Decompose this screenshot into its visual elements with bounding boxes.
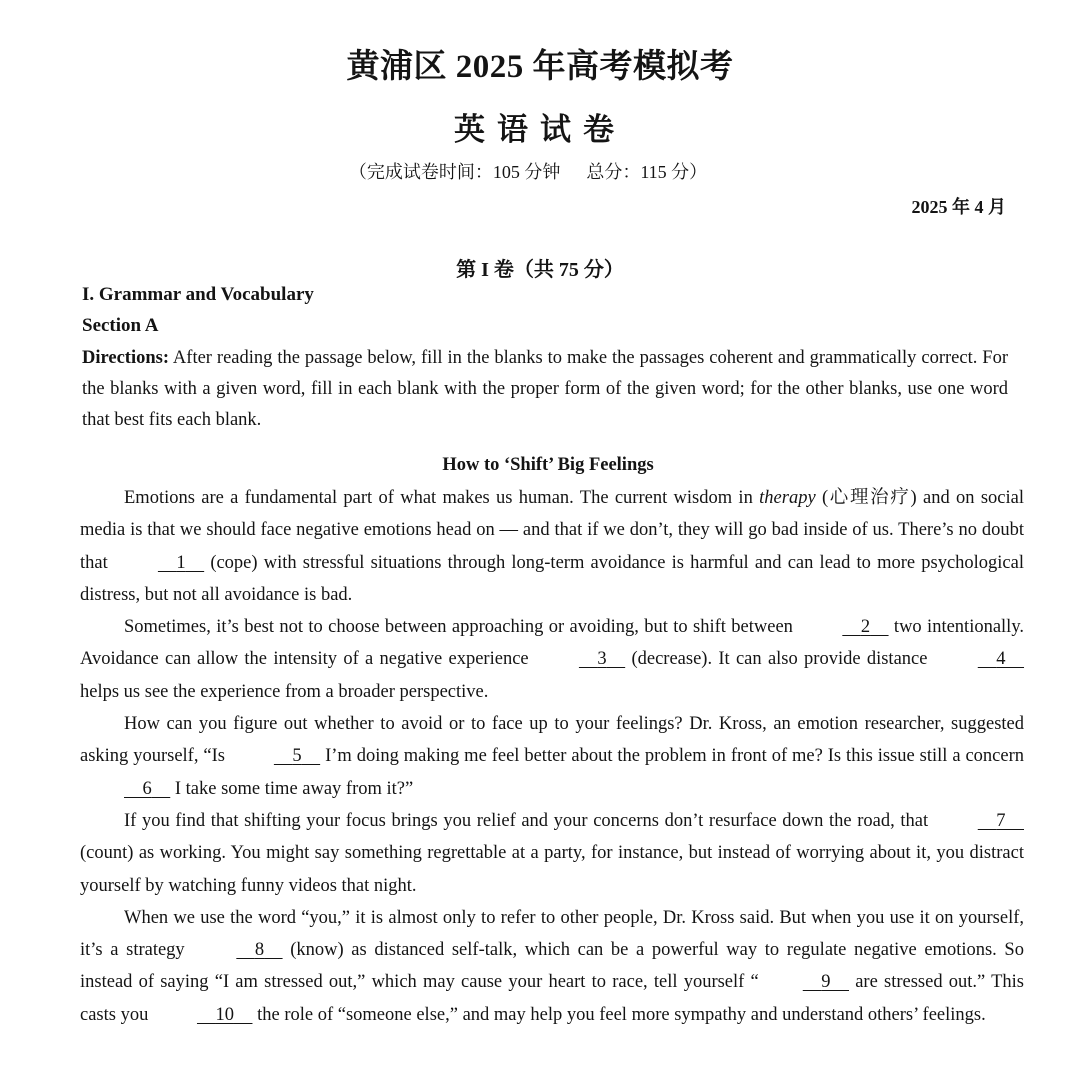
text-run: I’m doing making me feel better about the problem in front of me? Is this issue still a concern [320, 746, 1024, 767]
blank-3[interactable]: 3 [597, 649, 607, 670]
text-run: How can you figure out whether to avoid or to face up to your feelings? Dr. Kross, an emotion researcher, suggested asking yourself, “Is [80, 714, 1024, 767]
blank-4[interactable]: 4 [996, 649, 1006, 670]
directions-text: After reading the passage below, fill in the blanks to make the passages coherent and grammatically correct. For the blanks with a given word, fill in each blank with the proper form of the given word; for the other blanks, use one word that best fits each blank. [82, 348, 1008, 430]
exam-info [0, 158, 1068, 184]
directions-label: Directions: [82, 348, 169, 368]
blank-9[interactable]: 9 [821, 972, 831, 993]
text-run: (count) as working. You might say something regrettable at a party, for instance, but instead of worrying about it, you distract yourself by watching funny videos that night. [80, 843, 1024, 896]
paragraph-5 [80, 902, 1024, 1031]
text-run: (心理治疗) and on social media is that we should face negative emotions head on — and that if we don’t, they will go bad inside of us. There’s no doubt that [80, 488, 1025, 573]
exam-date: 2025 年 4 月 [911, 197, 1006, 217]
paragraph-1 [80, 482, 1024, 611]
text-run: I take some time away from it?” [170, 778, 414, 799]
text-run: When we use the word “you,” it is almost only to refer to other people, Dr. Kross said. But when you use it on yourself, it’s a strategy [80, 907, 1024, 961]
blank-5[interactable]: 5 [292, 746, 302, 767]
blank-7[interactable]: 7 [996, 810, 1006, 831]
text-run: helps us see the experience from a broader perspective. [80, 681, 489, 702]
text-run: If you find that shifting your focus brings you relief and your concerns don’t resurface down the road, that [124, 810, 934, 831]
subject-title: 英语试卷 [454, 112, 626, 147]
directions [82, 343, 1008, 436]
paragraph-3 [80, 708, 1024, 805]
time-limit: （完成试卷时间：105 分钟 [348, 162, 561, 182]
section-heading: I. Grammar and Vocabulary [82, 284, 314, 305]
text-run: (know) as distanced self-talk, which can be a powerful way to regulate negative emotions. So instead of saying “I am stressed out,” which may cause your heart to race, tell yourself “ [80, 940, 1024, 993]
text-run: Emotions are a fundamental part of what makes us human. The current wisdom in [124, 488, 760, 508]
total-score: 总分：115 分） [586, 162, 708, 182]
text-run: the role of “someone else,” and may help you feel more sympathy and understand others’ feelings. [252, 1004, 986, 1025]
paragraph-2 [80, 611, 1024, 708]
term-therapy: therapy [759, 488, 816, 508]
blank-8[interactable]: 8 [254, 940, 265, 961]
blank-6[interactable]: 6 [142, 778, 152, 799]
blank-1[interactable]: 1 [176, 552, 186, 573]
text-run: (decrease). It can also provide distance [625, 649, 934, 670]
blank-2[interactable]: 2 [860, 617, 871, 638]
text-run: Sometimes, it’s best not to choose between approaching or avoiding, but to shift between [124, 617, 799, 638]
text-run: two intentionally. Avoidance can allow the intensity of a negative experience [80, 617, 1024, 670]
exam-title: 黄浦区 2025 年高考模拟考 [346, 49, 734, 85]
passage [80, 482, 1024, 1031]
text-run: (cope) with stressful situations through long-term avoidance is harmful and can lead to more psychological distress, but not all avoidance is bad. [80, 552, 1024, 605]
section-name: Section A [82, 315, 159, 336]
part-title: 第 I 卷（共 75 分） [456, 259, 624, 281]
text-run: are stressed out.” This casts you [80, 972, 1025, 1025]
paragraph-4 [80, 805, 1024, 902]
passage-title: How to ‘Shift’ Big Feelings [442, 455, 654, 475]
blank-10[interactable]: 10 [215, 1004, 234, 1025]
